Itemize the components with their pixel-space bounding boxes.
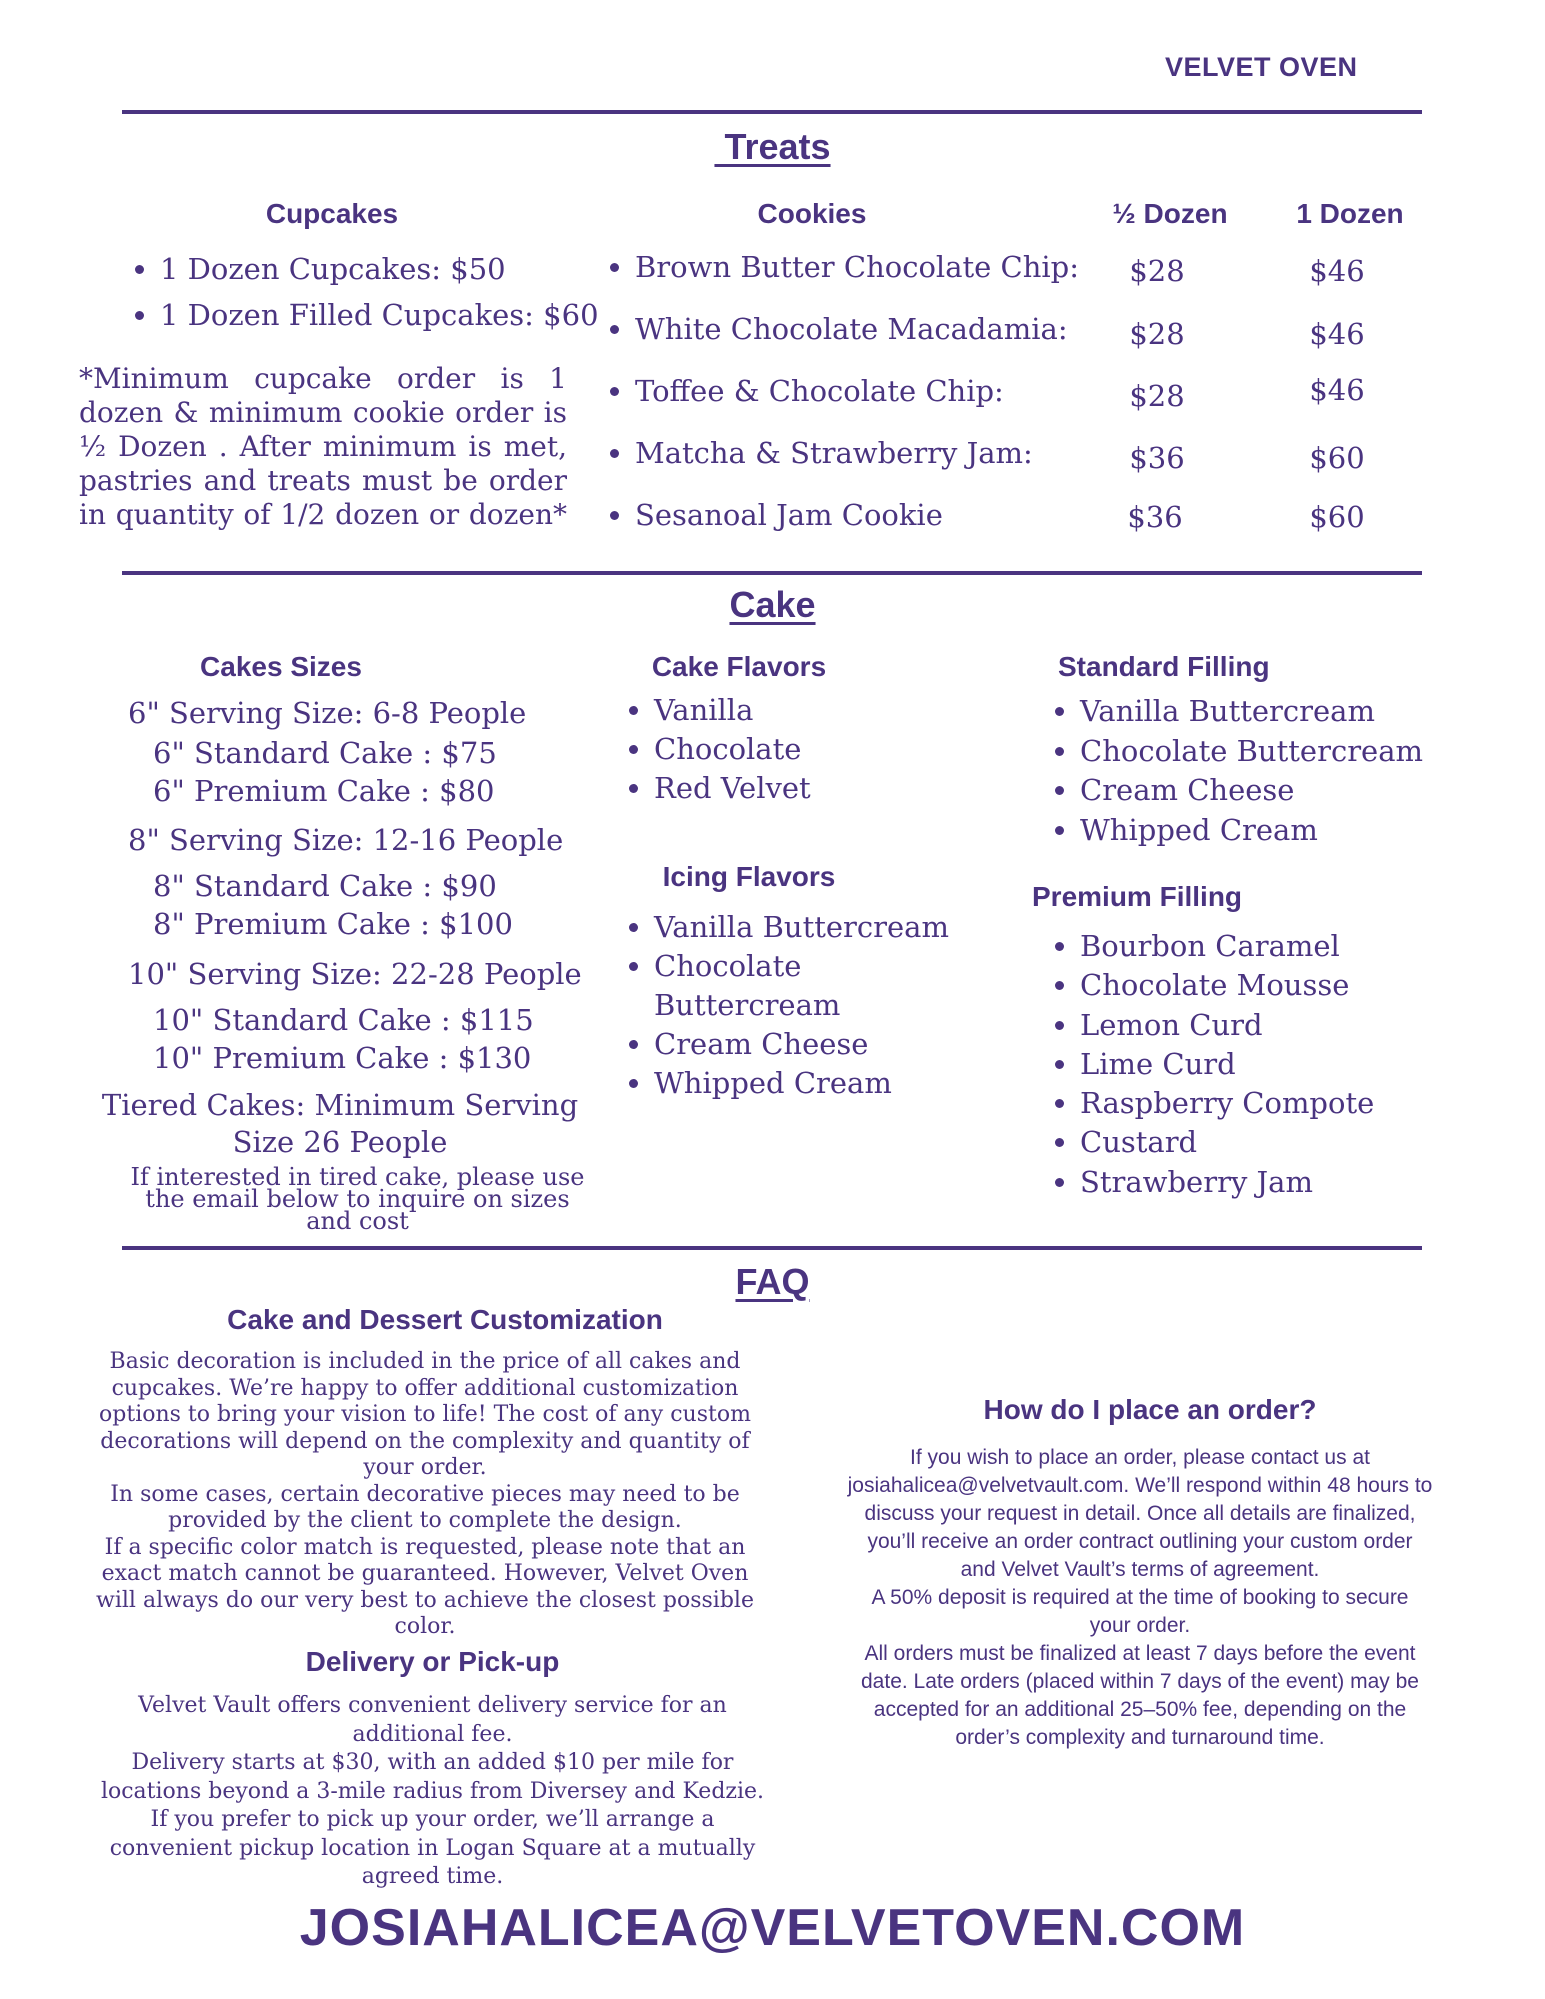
list-item: • Whipped Cream — [1080, 813, 1480, 853]
cupcakes-list — [128, 252, 620, 344]
premium-cake-10: 10" Premium Cake : $130 — [153, 1041, 532, 1075]
note-line: pastries and treats must be order — [79, 464, 567, 497]
half-dozen-heading: ½ Dozen — [1112, 198, 1228, 229]
standard-filling-list — [1048, 694, 1480, 852]
dozen-price: $46 — [1309, 254, 1365, 288]
list-item: • Raspberry Compote — [1080, 1086, 1480, 1125]
list-item: • Matcha & Strawberry Jam: — [635, 436, 1105, 498]
note-line: in quantity of 1/2 dozen or dozen* — [79, 498, 567, 531]
premium-cake-8: 8" Premium Cake : $100 — [153, 907, 513, 941]
answer-line: discuss your request in detail. Once all details are finalized, — [864, 1502, 1416, 1525]
answer-line: If a specific color match is requested, please note that an — [104, 1534, 746, 1560]
answer-line: locations beyond a 3-mile radius from Diversey and Kedzie. — [100, 1778, 765, 1804]
list-item: • Strawberry Jam — [1080, 1165, 1480, 1204]
half-dozen-price: $36 — [1127, 500, 1183, 534]
list-item: • Chocolate — [654, 732, 994, 771]
list-item: • Vanilla — [654, 693, 994, 732]
half-dozen-price: $28 — [1129, 254, 1185, 288]
icing-flavors-list — [622, 910, 994, 1105]
premium-filling-list — [1048, 929, 1480, 1204]
answer-line: and Velvet Vault’s terms of agreement. — [960, 1558, 1320, 1581]
answer-line: your order. — [1089, 1614, 1191, 1637]
divider — [122, 571, 1422, 575]
cake-title: Cake — [729, 584, 816, 625]
answer-line: A 50% deposit is required at the time of booking to secure — [871, 1586, 1409, 1609]
answer-line: agreed time. — [361, 1864, 504, 1889]
customization-heading: Cake and Dessert Customization — [227, 1304, 663, 1335]
list-item: • Brown Butter Chocolate Chip: — [635, 250, 1105, 312]
list-item: • Chocolate — [654, 949, 994, 988]
list-item: • White Chocolate Macadamia: — [635, 312, 1105, 374]
answer-line: you’ll receive an order contract outlining your custom order — [867, 1530, 1413, 1553]
dozen-price: $46 — [1309, 373, 1365, 407]
answer-line: Basic decoration is included in the price of all cakes and — [109, 1349, 741, 1374]
note-line: the email below to inquire on sizes — [145, 1185, 570, 1213]
list-item: • Cream Cheese — [1080, 773, 1480, 813]
answer-line: Delivery starts at $30, with an added $10 per mile for — [131, 1750, 734, 1775]
tiered-cake-note — [100, 1163, 615, 1235]
serving-size-10: 10" Serving Size: 22-28 People — [128, 957, 582, 991]
footer-email[interactable]: JOSIAHALICEA@VELVETOVEN.COM — [299, 1899, 1246, 1957]
note-line: If interested in tired cake, please use — [130, 1163, 585, 1191]
answer-line: All orders must be finalized at least 7 days before the event — [864, 1642, 1416, 1665]
cookies-list — [603, 250, 1105, 560]
standard-cake-8: 8" Standard Cake : $90 — [153, 869, 497, 903]
icing-flavors-heading: Icing Flavors — [662, 861, 836, 892]
note-line: dozen & minimum cookie order is — [79, 396, 567, 429]
list-item: Buttercream — [654, 988, 841, 1022]
list-item: • Lime Curd — [1080, 1047, 1480, 1086]
list-item: • Toffee & Chocolate Chip: — [635, 374, 1105, 436]
dozen-price: $60 — [1309, 441, 1365, 475]
answer-line: If you wish to place an order, please contact us at — [910, 1446, 1370, 1469]
answer-line: options to bring your vision to life! The cost of any custom — [99, 1402, 751, 1427]
list-item: • Vanilla Buttercream — [1080, 694, 1480, 734]
answer-line: exact match cannot be guaranteed. However, Velvet Oven — [101, 1561, 749, 1586]
list-item: • Bourbon Caramel — [1080, 929, 1480, 968]
cupcakes-heading: Cupcakes — [265, 198, 399, 229]
serving-size-8: 8" Serving Size: 12-16 People — [128, 823, 564, 857]
customization-answer — [80, 1349, 770, 1641]
half-dozen-price: $36 — [1129, 441, 1185, 475]
premium-cake-6: 6" Premium Cake : $80 — [153, 774, 495, 808]
list-item: • Red Velvet — [654, 771, 994, 810]
answer-line: provided by the client to complete the design. — [168, 1508, 682, 1533]
list-item: • Whipped Cream — [654, 1066, 994, 1105]
serving-size-6: 6" Serving Size: 6-8 People — [128, 696, 527, 730]
answer-line: additional fee. — [352, 1721, 513, 1747]
list-item: • Cream Cheese — [654, 1027, 994, 1066]
list-item: • Chocolate Buttercream — [1080, 734, 1480, 774]
standard-filling-heading: Standard Filling — [1058, 651, 1270, 682]
half-dozen-price: $28 — [1129, 379, 1185, 413]
cookies-heading: Cookies — [757, 198, 867, 229]
list-item: • Chocolate Mousse — [1080, 968, 1480, 1007]
half-dozen-price: $28 — [1129, 317, 1185, 351]
cake-flavors-heading: Cake Flavors — [651, 651, 827, 682]
answer-line: date. Late orders (placed within 7 days of the event) may be — [861, 1670, 1419, 1693]
answer-line: your order. — [363, 1455, 487, 1480]
divider — [122, 1246, 1422, 1250]
tiered-cakes-line: Tiered Cakes: Minimum Serving — [101, 1088, 579, 1122]
tiered-cakes-line: Size 26 People — [232, 1125, 448, 1159]
answer-line: josiahalicea@velvetvault.com. We’ll respond within 48 hours to — [847, 1474, 1433, 1497]
list-item: • 1 Dozen Cupcakes: $50 — [160, 252, 620, 298]
list-item: • 1 Dozen Filled Cupcakes: $60 — [160, 298, 620, 344]
divider — [122, 110, 1422, 114]
delivery-answer — [80, 1692, 785, 1892]
standard-cake-10: 10" Standard Cake : $115 — [153, 1003, 534, 1037]
answer-line: In some cases, certain decorative pieces may need to be — [110, 1481, 740, 1507]
cake-flavors-list — [622, 693, 994, 810]
dozen-heading: 1 Dozen — [1296, 198, 1404, 229]
dozen-price: $60 — [1309, 500, 1365, 534]
answer-line: order’s complexity and turnaround time. — [955, 1726, 1325, 1749]
order-heading: How do I place an order? — [983, 1394, 1317, 1425]
answer-line: If you prefer to pick up your order, we’ll arrange a — [150, 1807, 715, 1832]
minimum-order-note — [79, 362, 567, 532]
brand-name: VELVET OVEN — [1165, 52, 1358, 82]
answer-line: color. — [394, 1614, 456, 1639]
answer-line: Velvet Vault offers convenient delivery service for an — [138, 1693, 727, 1718]
note-line: *Minimum cupcake order is 1 — [79, 362, 567, 395]
standard-cake-6: 6" Standard Cake : $75 — [153, 736, 497, 770]
faq-title: FAQ — [735, 1261, 810, 1302]
answer-line: decorations will depend on the complexity and quantity of — [100, 1428, 750, 1454]
answer-line: accepted for an additional 25–50% fee, depending on the — [873, 1698, 1407, 1721]
treats-title: Treats — [714, 126, 831, 167]
dozen-price: $46 — [1309, 317, 1365, 351]
list-item: • Vanilla Buttercream — [654, 910, 994, 949]
answer-line: convenient pickup location in Logan Square at a mutually — [109, 1835, 756, 1861]
answer-line: will always do our very best to achieve the closest possible — [96, 1587, 754, 1613]
note-line: ½ Dozen . After minimum is met, — [79, 430, 567, 463]
list-item: • Sesanoal Jam Cookie — [635, 498, 1105, 560]
delivery-heading: Delivery or Pick-up — [305, 1646, 560, 1677]
premium-filling-heading: Premium Filling — [1032, 881, 1243, 912]
cake-sizes-heading: Cakes Sizes — [200, 651, 362, 682]
order-answer — [770, 1444, 1510, 1752]
list-item: • Custard — [1080, 1125, 1480, 1164]
note-line: and cost — [306, 1207, 409, 1235]
list-item: • Lemon Curd — [1080, 1008, 1480, 1047]
answer-line: cupcakes. We’re happy to offer additional customization — [111, 1375, 739, 1401]
